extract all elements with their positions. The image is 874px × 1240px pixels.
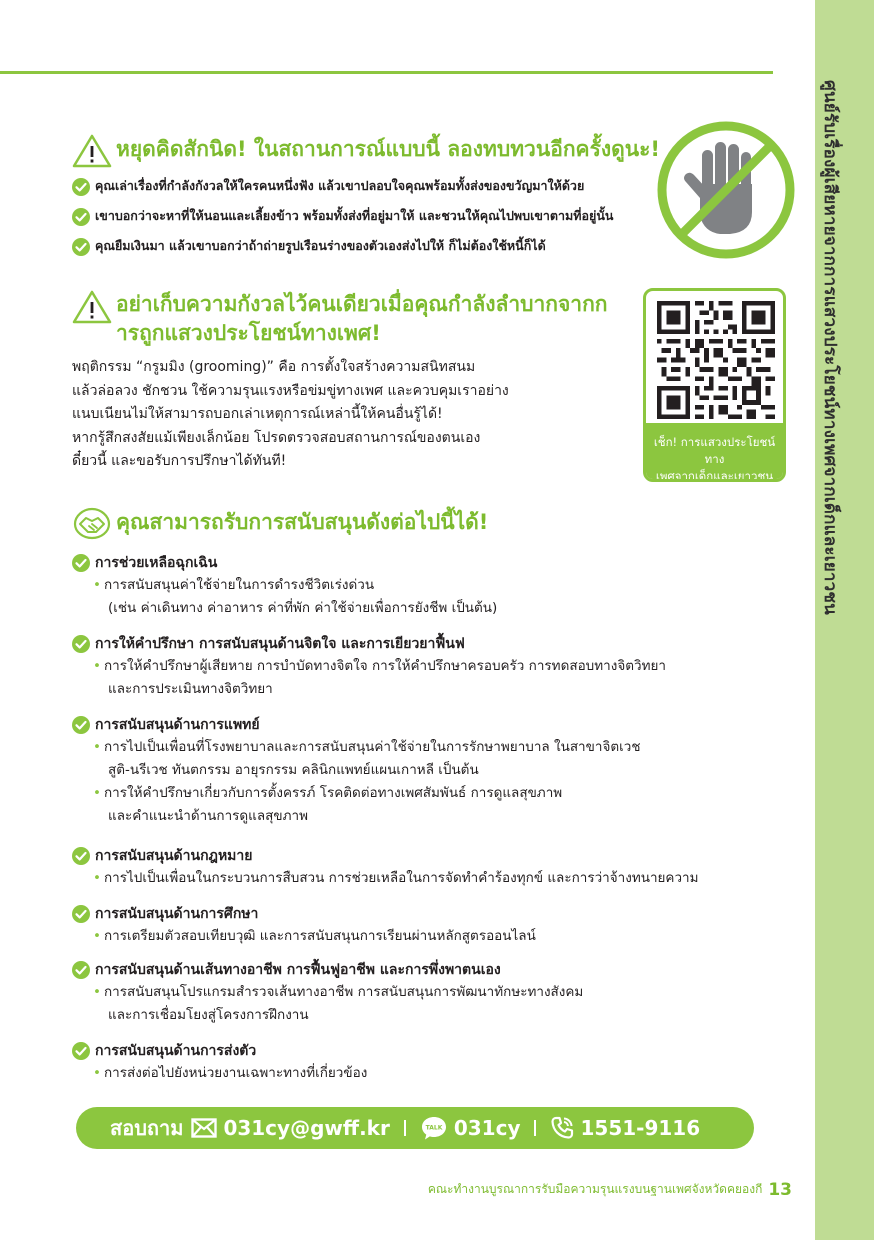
- heading-text: การสนับสนุนด้านการแพทย์: [95, 717, 260, 733]
- warning-icon: [72, 290, 112, 324]
- bullet-line: • การไปเป็นเพื่อนในกระบวนการสืบสวน การช่วยเหลือในการจัดทำคำร้องทุกข์ และการว่าจ้างทนายความ: [104, 870, 699, 886]
- support-group: [72, 633, 772, 701]
- heading-text: การสนับสนุนด้านการศึกษา: [95, 906, 259, 922]
- contact-bar: [76, 1107, 754, 1149]
- section1-item-text: เขาบอกว่าจะหาที่ให้นอนและเลี้ยงข้าว พร้อมทั้งส่งที่อยู่มาให้ และชวนให้คุณไปพบเขาตามที่อยู่นั้น: [95, 208, 614, 223]
- support-group: [72, 1040, 772, 1085]
- support-bullet: [94, 655, 772, 701]
- check-icon: [72, 1042, 90, 1060]
- bullet-line: • การไปเป็นเพื่อนที่โรงพยาบาลและการสนับสนุนค่าใช้จ่ายในการรักษาพยาบาล ในสาขาจิตเวช: [104, 739, 641, 755]
- bullet-line: • การสนับสนุนค่าใช้จ่ายในการดำรงชีวิตเร่งด่วน: [104, 577, 375, 593]
- bullet-line: • การเตรียมตัวสอบเทียบวุฒิ และการสนับสนุนการเรียนผ่านหลักสูตรออนไลน์: [104, 928, 536, 944]
- section1-title: หยุดคิดสักนิด! ในสถานการณ์แบบนี้ ลองทบทวนอีกครั้งดูนะ!: [116, 137, 660, 161]
- contact-label: สอบถาม: [110, 1116, 184, 1140]
- section1-item-text: คุณยืมเงินมา แล้วเขาบอกว่าถ้าถ่ายรูปเรือนร่างของตัวเองส่งไปให้ ก็ไม่ต้องใช้หนี้ก็ได้: [95, 238, 546, 253]
- section1-item: [72, 236, 546, 256]
- support-bullet: [94, 782, 772, 828]
- support-title-text: คุณสามารถรับการสนับสนุนดังต่อไปนี้ได้!: [116, 510, 489, 534]
- support-group: [72, 845, 772, 890]
- footer-text: คณะทำงานบูรณาการรับมือความรุนแรงบนฐานเพศจังหวัดคยองกี: [427, 1182, 763, 1196]
- section2-title-line: ารถูกแสวงประโยชน์ทางเพศ!: [116, 321, 381, 345]
- support-group-heading: [72, 1040, 772, 1062]
- qr-caption-line: เช็ก! การแสวงประโยชน์ทาง: [653, 435, 776, 466]
- kakaotalk-icon: [420, 1115, 448, 1141]
- heading-text: การให้คำปรึกษา การสนับสนุนด้านจิตใจ และการเยียวยาฟื้นฟ: [95, 636, 465, 652]
- bullet-line: และการประเมินทางจิตวิทยา: [108, 681, 273, 697]
- bullet-line: และคำแนะนำด้านการดูแลสุขภาพ: [108, 808, 308, 824]
- grooming-paragraph: [72, 356, 642, 474]
- check-icon: [72, 961, 90, 979]
- handshake-icon: [72, 506, 112, 540]
- support-group: [72, 903, 772, 948]
- qr-caption-line: เพศจากเด็กและเยาวชน: [655, 469, 774, 482]
- heading-text: การสนับสนุนด้านเส้นทางอาชีพ การฟื้นฟูอาชีพ และการพึ่งพาตนเอง: [95, 962, 501, 978]
- support-bullet: [94, 981, 772, 1027]
- qr-code[interactable]: [657, 301, 775, 419]
- paragraph-line: พฤติกรรม “กรูมมิง (grooming)” คือ การตั้งใจสร้างความสนิทสนม: [72, 359, 476, 375]
- heading-text: การสนับสนุนด้านการส่งตัว: [95, 1043, 257, 1059]
- heading-text: การช่วยเหลือฉุกเฉิน: [95, 555, 218, 571]
- support-bullet: [94, 736, 772, 782]
- mail-icon: [191, 1118, 217, 1138]
- check-icon: [72, 905, 90, 923]
- qr-caption: [646, 423, 783, 482]
- talk-badge: TALK: [425, 1124, 443, 1132]
- check-icon: [72, 178, 90, 196]
- warning-icon: [72, 134, 112, 168]
- support-bullet: [94, 1062, 772, 1085]
- contact-kakao-link[interactable]: 031cy: [453, 1116, 521, 1140]
- support-group-heading: [72, 903, 772, 925]
- check-icon: [72, 847, 90, 865]
- side-title: ศูนย์รับเรื่องผู้เสียหายจากการแสวงประโยชน์ทางเพศจากเด็กและเยาวชน: [820, 80, 840, 615]
- bullet-line: (เช่น ค่าเดินทาง ค่าอาหาร ค่าที่พัก ค่าใช้จ่ายเพื่อการยังชีพ เป็นต้น): [108, 600, 498, 616]
- paragraph-line: แนบเนียนไม่ให้สามารถบอกเล่าเหตุการณ์เหล่านี้ให้คนอื่นรู้ได้!: [72, 406, 443, 422]
- bullet-line: และการเชื่อมโยงสู่โครงการฝึกงาน: [108, 1007, 309, 1023]
- section1-item: [72, 176, 584, 196]
- support-group: [72, 552, 772, 620]
- stop-hand-icon: [656, 120, 796, 260]
- support-bullet: [94, 574, 772, 620]
- bullet-line: • การให้คำปรึกษาผู้เสียหาย การบำบัดทางจิตใจ การให้คำปรึกษาครอบครัว การทดสอบทางจิตวิทยา: [104, 658, 666, 674]
- support-group-heading: [72, 714, 772, 736]
- page-number: 13: [768, 1180, 792, 1200]
- paragraph-line: ดี๋ยวนี้ และขอรับการปรึกษาได้ทันที!: [72, 453, 287, 469]
- top-divider: [0, 71, 773, 74]
- check-icon: [72, 716, 90, 734]
- support-group-heading: [72, 845, 772, 867]
- support-title: [72, 506, 488, 540]
- contact-email-link[interactable]: 031cy@gwff.kr: [223, 1116, 390, 1140]
- separator: [534, 1120, 536, 1136]
- section1-item: [72, 206, 613, 226]
- support-group-heading: [72, 959, 772, 981]
- support-group-heading: [72, 552, 772, 574]
- separator: [404, 1120, 406, 1136]
- paragraph-line: หากรู้สึกสงสัยแม้เพียงเล็กน้อย โปรดตรวจสอบสถานการณ์ของตนเอง: [72, 429, 481, 446]
- section2-title: [116, 290, 608, 348]
- heading-text: การสนับสนุนด้านกฎหมาย: [95, 848, 253, 864]
- qr-card[interactable]: [643, 288, 786, 482]
- section2-title-line: อย่าเก็บความกังวลไว้คนเดียวเมื่อคุณกำลังลำบากจากก: [116, 292, 608, 316]
- check-icon: [72, 238, 90, 256]
- support-bullet: [94, 925, 772, 948]
- check-icon: [72, 554, 90, 572]
- phone-icon: [550, 1116, 574, 1140]
- support-group: [72, 714, 772, 828]
- footer: [428, 1180, 792, 1200]
- support-bullet: [94, 867, 772, 890]
- support-group: [72, 959, 772, 1027]
- section1-item-text: คุณเล่าเรื่องที่กำลังกังวลให้ใครคนหนึ่งฟัง แล้วเขาปลอบใจคุณพร้อมทั้งส่งของขวัญมาให้ด้วย: [95, 178, 585, 193]
- support-group-heading: [72, 633, 772, 655]
- check-icon: [72, 635, 90, 653]
- bullet-line: • การสนับสนุนโปรแกรมสำรวจเส้นทางอาชีพ การสนับสนุนการพัฒนาทักษะทางสังคม: [104, 984, 584, 1000]
- bullet-line: สูติ-นรีเวช ทันตกรรม อายุรกรรม คลินิกแพทย์แผนเกาหลี เป็นต้น: [108, 762, 479, 778]
- contact-phone-link[interactable]: 1551-9116: [580, 1116, 701, 1140]
- bullet-line: • การส่งต่อไปยังหน่วยงานเฉพาะทางที่เกี่ยวข้อง: [104, 1065, 368, 1081]
- check-icon: [72, 208, 90, 226]
- bullet-line: • การให้คำปรึกษาเกี่ยวกับการตั้งครรภ์ โรคติดต่อทางเพศสัมพันธ์ การดูแลสุขภาพ: [104, 785, 563, 801]
- paragraph-line: แล้วล่อลวง ชักชวน ใช้ความรุนแรงหรือข่มขู่ทางเพศ และควบคุมเราอย่าง: [72, 382, 509, 399]
